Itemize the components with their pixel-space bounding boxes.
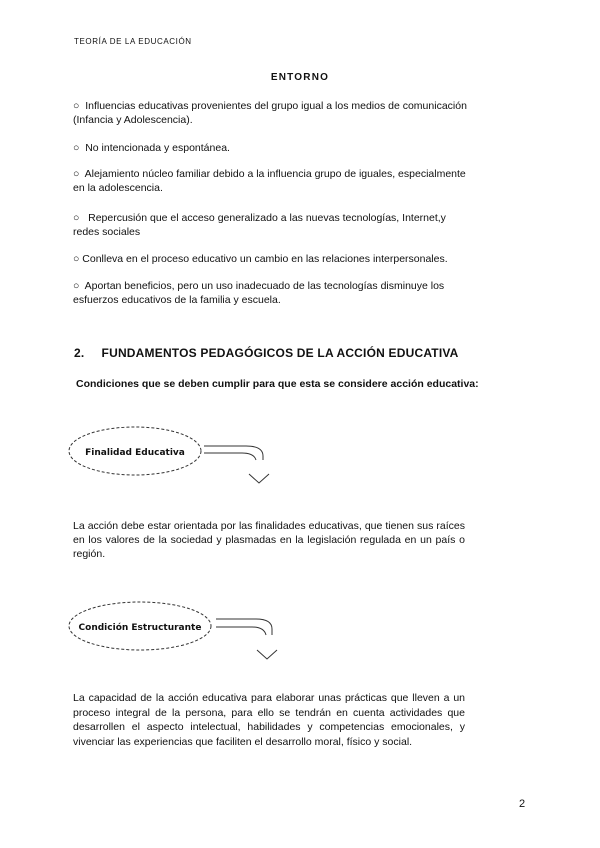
list-item-text: Aportan beneficios, pero un uso inadecuado de las tecnologías disminuye los esfuerzos educativos de la familia y escuela. [73,280,445,306]
chevron-down-icon [249,474,269,483]
list-item [73,141,473,155]
arrow-connector [204,446,263,460]
list-item [73,167,473,195]
section-number: 2. [74,346,85,360]
list-item-text: No intencionada y espontánea. [85,142,230,154]
diagram-label: Condición Estructurante [78,623,202,633]
conditions-intro: Condiciones que se deben cumplir para que esta se considere acción educativa: [76,378,479,390]
diagram2-description: La capacidad de la acción educativa para elaborar unas prácticas que lleven a un proceso integral de la persona, para ello se tendrán en cuenta actividades que desarrollen el aspecto intelectual, habilidades y competencias emocionales, y vivenciar las experiencias que faciliten el desarrollo moral, físico y social. [73,692,465,748]
section-heading-text: FUNDAMENTOS PEDAGÓGICOS DE LA ACCIÓN EDUCATIVA [101,346,459,360]
bullet-icon: ○ [73,280,80,292]
bullet-icon: ○ [73,142,80,154]
bullet-icon: ○ [73,212,80,224]
list-item [73,252,473,266]
page-number: 2 [519,798,526,810]
bullet-icon: ○ [73,168,80,180]
list-item-text: Alejamiento núcleo familiar debido a la influencia grupo de iguales, especialmente en la adolescencia. [73,168,466,194]
bullet-icon: ○ [73,100,80,112]
section-heading [74,346,459,360]
diagram-finalidad-educativa [66,420,276,490]
chevron-down-icon [257,650,277,659]
list-item-text: Influencias educativas provenientes del grupo igual a los medios de comunicación (Infancia y Adolescencia). [73,100,467,126]
bullet-icon: ○ [73,253,80,265]
diagram-label: Finalidad Educativa [85,448,185,458]
diagram1-description: La acción debe estar orientada por las finalidades educativas, que tienen sus raíces en los valores de la sociedad y plasmadas en la legislación regulada en un país o región. [73,520,465,560]
running-header: TEORÍA DE LA EDUCACIÓN [74,37,192,46]
arrow-connector [216,619,272,635]
section-title-entorno: ENTORNO [270,72,330,83]
list-item-text: Repercusión que el acceso generalizado a las nuevas tecnologías, Internet,y redes sociales [73,212,446,238]
list-item-text: Conlleva en el proceso educativo un cambio en las relaciones interpersonales. [82,253,448,265]
diagram-condicion-estructurante [66,595,286,665]
list-item [73,99,473,127]
list-item [73,211,473,239]
list-item [73,279,473,307]
